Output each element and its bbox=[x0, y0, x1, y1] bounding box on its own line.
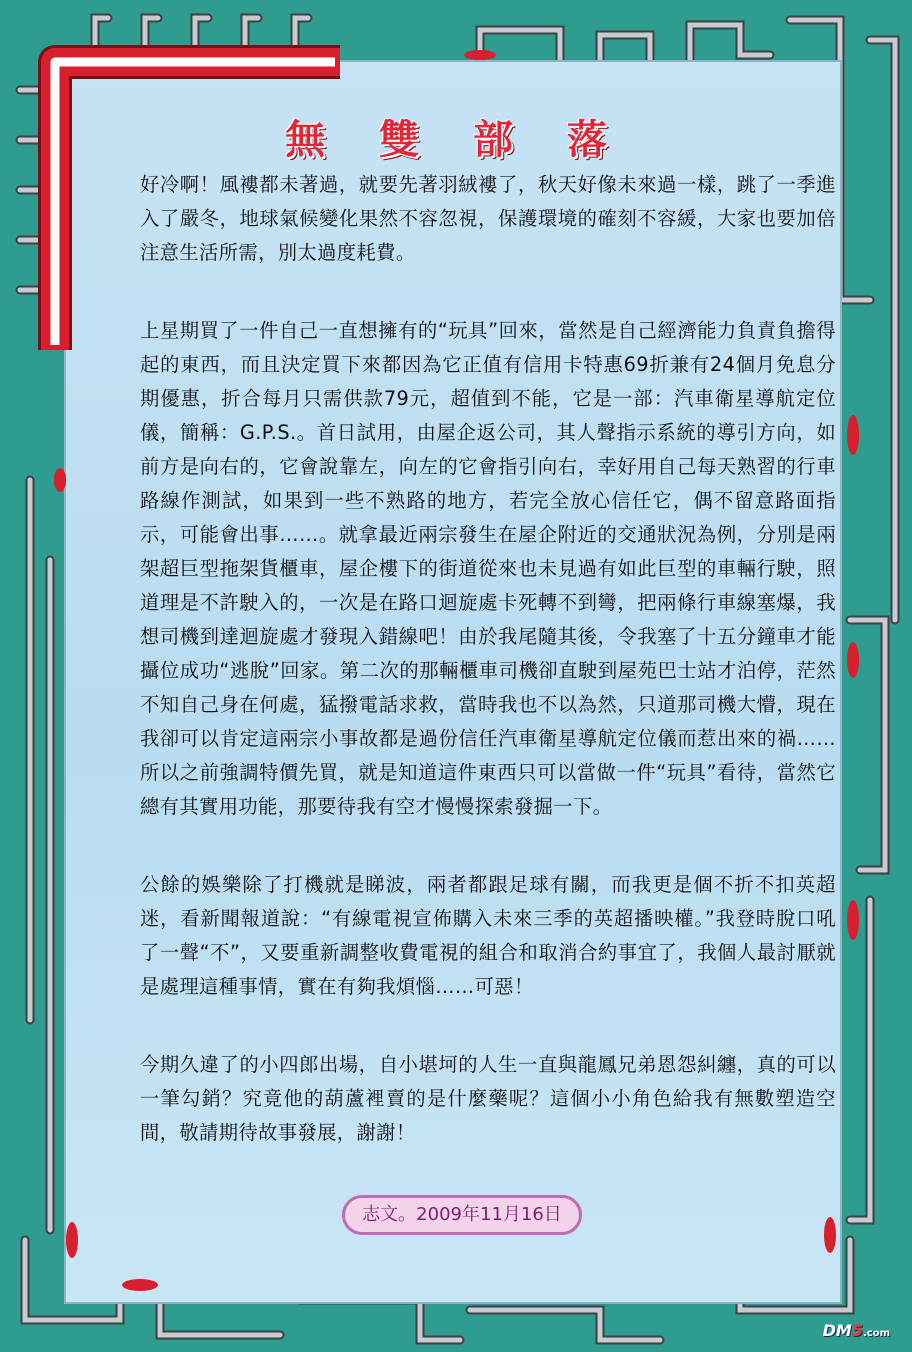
article-body bbox=[140, 168, 836, 1194]
logo-domain: .com bbox=[862, 1328, 890, 1339]
paragraph-3: 公餘的娛樂除了打機就是睇波，兩者都跟足球有關，而我更是個不折不扣英超迷，看新聞報道說：“有線電視宣佈購入未來三季的英超播映權。”我登時脫口吼了一聲“不”，又要重新調整收費電視的組合和取消合約事宜了，我個人最討厭就是處理這種事情，實在有夠我煩惱……可惡！ bbox=[140, 873, 836, 998]
page-title: 無 雙 部 落 bbox=[285, 116, 627, 163]
paragraph-2: 上星期買了一件自己一直想擁有的“玩具”回來，當然是自己經濟能力負責負擔得起的東西，而且決定買下來都因為它正值有信用卡特惠69折兼有24個月免息分期優惠，折合每月只需供款79元，超值到不能，它是一部：汽車衛星導航定位儀，簡稱：G.P.S.。首日試用，由屋企返公司，其人聲指示系統的導引方向，如前方是向右的，它會說靠左，向左的它會指引向右，幸好用自己每天熟習的行車路線作測試，如果到一些不熟路的地方，若完全放心信任它，偶不留意路面指示，可能會出事……。就拿最近兩宗發生在屋企附近的交通狀況為例，分別是兩架超巨型拖架貨櫃車，屋企樓下的街道從來也未見過有如此巨型的車輛行駛，照道理是不許駛入的，一次是在路口迴旋處卡死轉不到彎，把兩條行車線塞爆，我想司機到達迴旋處才發現入錯線吧！由於我尾隨其後，令我塞了十五分鐘車才能攝位成功“逃脫”回家。第二次的那輛櫃車司機卻直駛到屋苑巴士站才泊停，茫然不知自己身在何處，猛撥電話求救，當時我也不以為然，只道那司機大懵，現在我卻可以肯定這兩宗小事故都是過份信任汽車衛星導航定位儀而惹出來的禍……所以之前強調特價先買，就是知道這件東西只可以當做一件“玩具”看待，當然它總有其實用功能，那要待我有空才慢慢探索發掘一下。 bbox=[140, 319, 836, 818]
signature-badge: 志文。2009年11月16日 bbox=[342, 1195, 582, 1235]
site-logo bbox=[823, 1321, 890, 1340]
paragraph-1: 好冷啊！風褸都未著過，就要先著羽絨褸了，秋天好像未來過一樣，跳了一季進入了嚴冬，地球氣候變化果然不容忽視，保護環境的確刻不容緩，大家也要加倍注意生活所需，別太過度耗費。 bbox=[140, 173, 836, 264]
paragraph-4: 今期久違了的小四郎出場，自小堪坷的人生一直與龍鳳兄弟恩怨糾纏，真的可以一筆勾銷？究竟他的葫蘆裡賣的是什麼藥呢？這個小小角色給我有無數塑造空間，敬請期待故事發展，謝謝！ bbox=[140, 1053, 836, 1144]
logo-brand: DM bbox=[822, 1321, 852, 1340]
logo-number: 5 bbox=[851, 1321, 863, 1340]
